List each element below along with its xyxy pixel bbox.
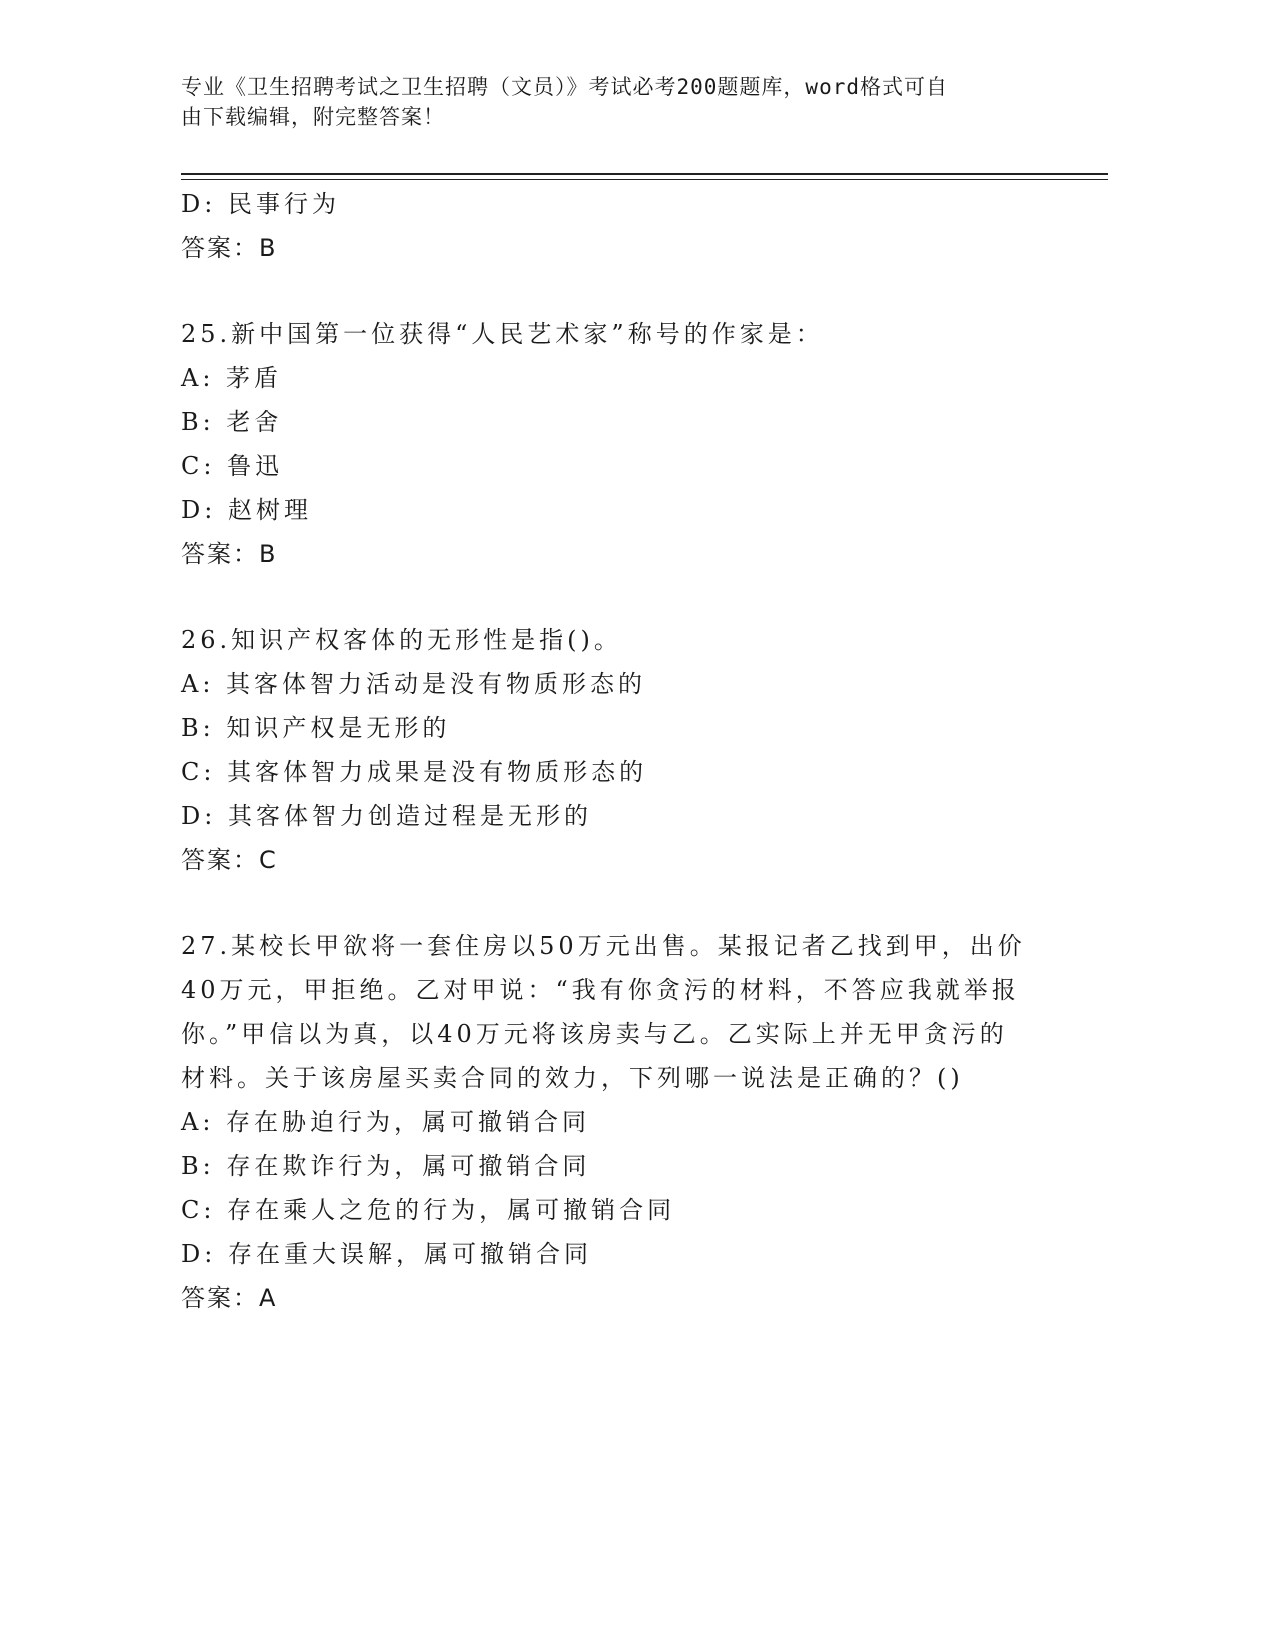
option-c: C: 其客体智力成果是没有物质形态的 (181, 758, 648, 786)
option-c: C: 存在乘人之危的行为，属可撤销合同 (181, 1196, 676, 1224)
option-c: C: 鲁迅 (181, 452, 284, 480)
option-d: D: 赵树理 (181, 496, 312, 524)
spacer (181, 270, 1081, 312)
question-stem-line-2: 40万元，甲拒绝。乙对甲说：“我有你贪污的材料，不答应我就举报 (181, 976, 1020, 1004)
question-stem: 25.新中国第一位获得“人民艺术家”称号的作家是： (181, 320, 824, 348)
header-line-1: 专业《卫生招聘考试之卫生招聘（文员）》考试必考200题题库，word格式可自 (181, 75, 948, 99)
question-stem-line-4: 材料。关于该房屋买卖合同的效力，下列哪一说法是正确的？() (181, 1064, 964, 1092)
option-b: B: 知识产权是无形的 (181, 714, 451, 742)
previous-question-tail (181, 182, 1081, 270)
answer-line: 答案：B (181, 234, 278, 262)
option-a: A: 存在胁迫行为，属可撤销合同 (181, 1108, 591, 1136)
header-rule-thin (181, 179, 1108, 180)
question-stem-line-1: 27.某校长甲欲将一套住房以50万元出售。某报记者乙找到甲，出价 (181, 932, 1026, 960)
answer-line: 答案：A (181, 1284, 278, 1312)
question-26 (181, 618, 1081, 882)
spacer (181, 576, 1081, 618)
option-d: D: 其客体智力创造过程是无形的 (181, 802, 592, 830)
question-content (181, 182, 1081, 1320)
header-rule-thick (181, 173, 1108, 175)
option-a: A: 茅盾 (181, 364, 283, 392)
option-a: A: 其客体智力活动是没有物质形态的 (181, 670, 647, 698)
spacer (181, 882, 1081, 924)
option-d: D: 民事行为 (181, 190, 340, 218)
header-line-2: 由下载编辑，附完整答案！ (181, 105, 445, 129)
option-b: B: 存在欺诈行为，属可撤销合同 (181, 1152, 591, 1180)
option-d: D: 存在重大误解，属可撤销合同 (181, 1240, 592, 1268)
option-b: B: 老舍 (181, 408, 283, 436)
question-27 (181, 924, 1081, 1320)
question-stem: 26.知识产权客体的无形性是指()。 (181, 626, 622, 654)
document-header (181, 72, 1041, 132)
answer-line: 答案：B (181, 540, 278, 568)
question-25 (181, 312, 1081, 576)
answer-line: 答案：C (181, 846, 278, 874)
question-stem-line-3: 你。”甲信以为真，以40万元将该房卖与乙。乙实际上并无甲贪污的 (181, 1020, 1008, 1048)
